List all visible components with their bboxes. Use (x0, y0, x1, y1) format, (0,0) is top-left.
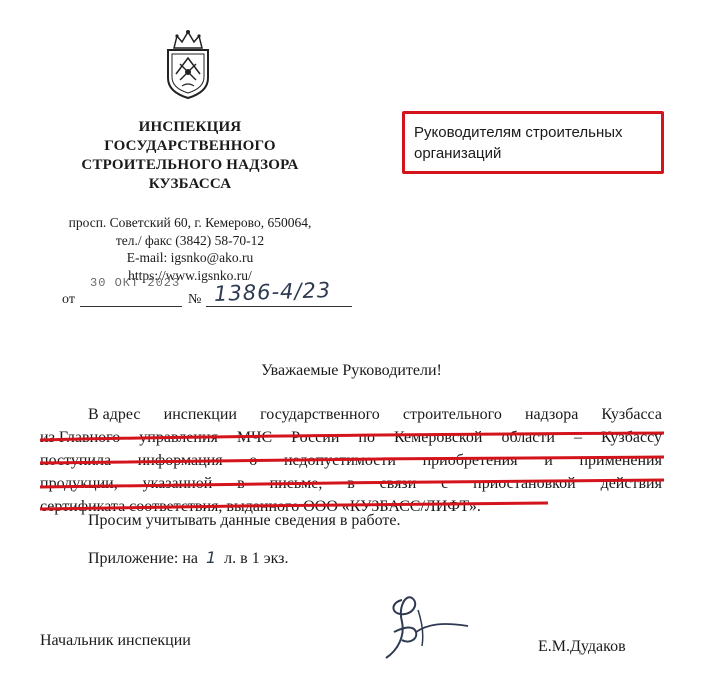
number-label: № (188, 292, 202, 307)
date-line (80, 306, 182, 307)
body-word: информация (137, 452, 223, 469)
body-word: указанной (142, 475, 213, 492)
body-word: приобретения (422, 452, 518, 469)
body-word: Кемеровской (393, 429, 483, 446)
body-word: Кузбасса (601, 406, 662, 423)
org-name-line: ГОСУДАРСТВЕННОГО (104, 138, 276, 154)
body-word: надзора (524, 406, 579, 423)
request-text: Просим учитывать данные сведения в работе. (88, 512, 401, 529)
coat-of-arms-icon (160, 28, 216, 100)
body-word: инспекции (163, 406, 237, 423)
date-label: от (62, 292, 75, 307)
body-word: России (291, 429, 340, 446)
signer-position: Начальник инспекции (40, 632, 191, 649)
organization-contacts (40, 214, 340, 284)
body-word: области (501, 429, 555, 446)
attachment-prefix: Приложение: на (88, 550, 198, 567)
attachment-suffix: л. в 1 экз. (224, 550, 289, 567)
email: E-mail: igsnko@ako.ru (126, 250, 254, 265)
body-word: действия (600, 475, 662, 492)
body-word: МЧС (236, 429, 273, 446)
body-word: о (249, 452, 258, 469)
attachment-pages: 1 (205, 548, 217, 567)
greeting: Уважаемые Руководители! (261, 362, 442, 379)
body-word: применения (579, 452, 662, 469)
body-word: – (573, 429, 582, 446)
body-word: сертификата соответствия, выданного ООО «КУЗБАСС/ЛИФТ». (40, 498, 481, 515)
body-line (40, 403, 662, 426)
letter-body (40, 403, 662, 518)
recipient-line: Руководителям строительных (414, 124, 623, 141)
address: просп. Советский 60, г. Кемерово, 650064, (68, 215, 312, 230)
org-name-line: СТРОИТЕЛЬНОГО НАДЗОРА (81, 157, 299, 173)
body-word: приостановкой (473, 475, 576, 492)
number-line (206, 306, 352, 307)
handwritten-signature-icon (372, 592, 492, 662)
body-word: строительного (402, 406, 502, 423)
date-stamp: 30 ОКТ 2023 (90, 276, 181, 290)
body-word: и (544, 452, 553, 469)
body-word: поступила (40, 452, 112, 469)
body-word: из Главного (40, 429, 121, 446)
organization-name (40, 118, 340, 194)
body-word: продукции, (40, 475, 118, 492)
signer-name: Е.М.Дудаков (538, 638, 626, 655)
body-word: недопустимости (283, 452, 396, 469)
recipient (414, 122, 664, 164)
body-word: письме, (269, 475, 323, 492)
attachment-line (88, 548, 288, 568)
body-line (40, 449, 662, 472)
body-word: связи (379, 475, 417, 492)
recipient-line: организаций (414, 145, 502, 162)
body-word: с (441, 475, 449, 492)
body-word: В адрес (88, 406, 141, 423)
body-line (40, 472, 662, 495)
body-word: в (347, 475, 355, 492)
registration-number: 1386-4/23 (213, 277, 332, 307)
org-name-line: ИНСПЕКЦИЯ (138, 119, 242, 135)
website: https://www.igsnko.ru/ (128, 267, 252, 283)
body-line (40, 426, 662, 449)
body-word: управления (139, 429, 218, 446)
org-name-line: КУЗБАССА (148, 176, 232, 192)
body-word: в (237, 475, 245, 492)
body-word: государственного (260, 406, 380, 423)
body-word: Кузбассу (600, 429, 662, 446)
body-word: по (358, 429, 375, 446)
phone: тел./ факс (3842) 58-70-12 (115, 232, 265, 248)
